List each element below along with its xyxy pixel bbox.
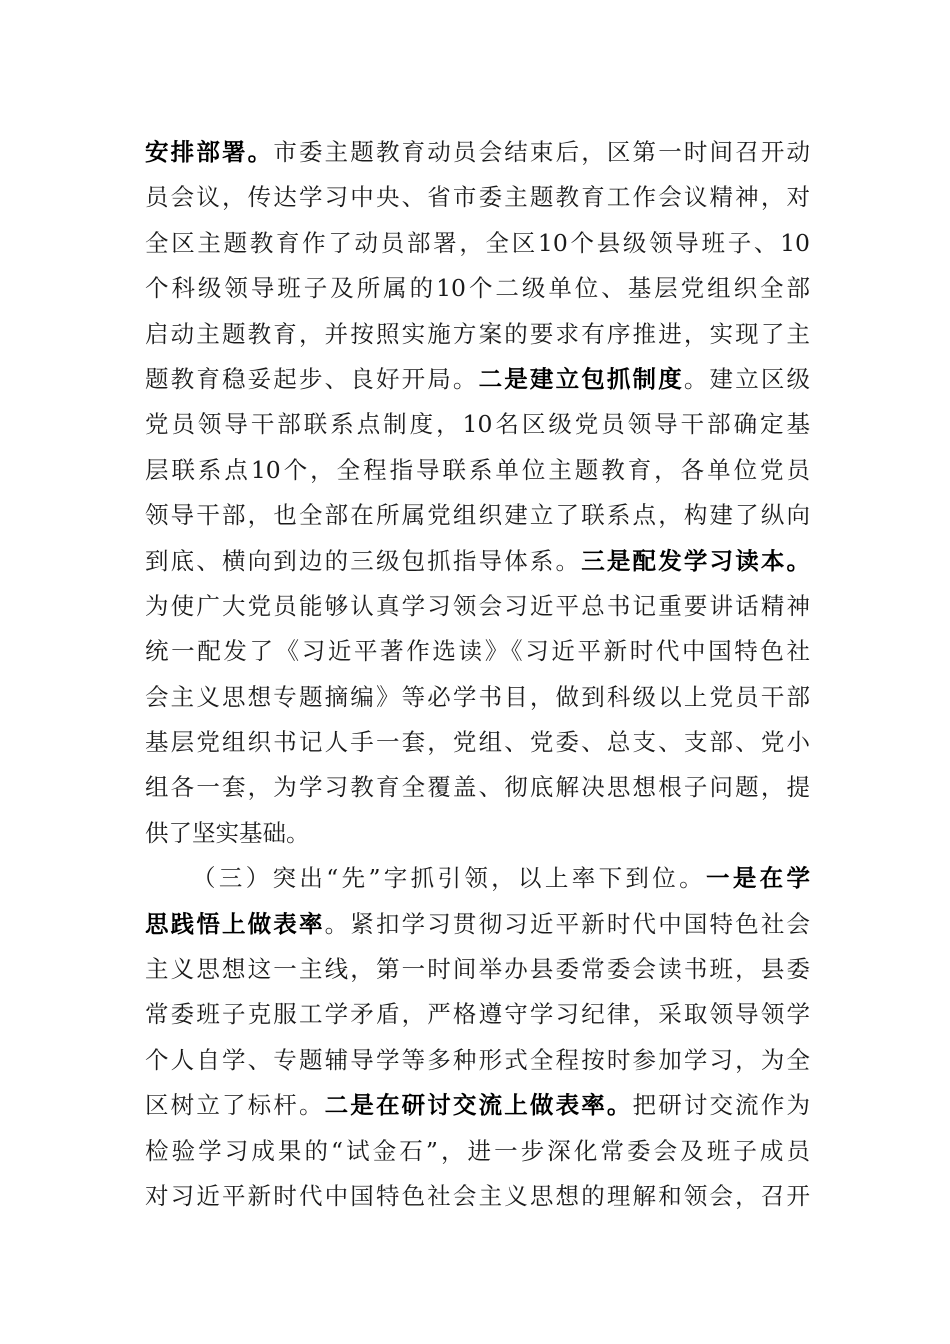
text-line: [145, 448, 810, 493]
text-run: 区树立了标杆。: [145, 1091, 325, 1120]
text-run: （三）突出“先”字抓引领，以上率下到位。: [192, 864, 706, 893]
text-line: [145, 947, 810, 992]
text-run: 组各一套，为学习教育全覆盖、彻底解决思想根子问题，提: [145, 773, 810, 802]
text-line: [145, 856, 810, 901]
text-run: 市委主题教育动员会结束后，区第一时间召开动: [273, 138, 810, 166]
text-run: 领导干部，也全部在所属党组织建立了联系点，构建了纵向: [145, 501, 810, 530]
text-line: [145, 1174, 810, 1219]
text-run: 层联系点10个，全程指导联系单位主题教育，各单位党员: [145, 455, 810, 484]
bold-text-run: 安排部署。: [145, 138, 274, 166]
text-line: [145, 1038, 810, 1083]
text-run: 为使广大党员能够认真学习领会习近平总书记重要讲话精神: [145, 591, 810, 620]
text-line: [145, 312, 810, 357]
text-run: 员会议，传达学习中央、省市委主题教育工作会议精神，对: [145, 183, 810, 212]
text-line: [145, 539, 810, 584]
text-line: [145, 1083, 810, 1128]
text-line: [145, 130, 810, 175]
text-run: 对习近平新时代中国特色社会主义思想的理解和领会，召开: [145, 1181, 810, 1210]
text-run: 。建立区级: [683, 364, 810, 393]
text-line: [145, 221, 810, 266]
text-run: 启动主题教育，并按照实施方案的要求有序推进，实现了主: [145, 319, 810, 348]
text-line: [145, 811, 810, 856]
text-line: [145, 402, 810, 447]
text-run: 个人自学、专题辅导学等多种形式全程按时参加学习，为全: [145, 1045, 810, 1074]
text-run: 供了坚实基础。: [145, 818, 310, 847]
text-line: [145, 266, 810, 311]
text-run: 党员领导干部联系点制度，10名区级党员领导干部确定基: [145, 410, 810, 439]
text-line: [145, 992, 810, 1037]
text-run: 到底、横向到边的三级包抓指导体系。: [145, 546, 582, 575]
text-line: [145, 629, 810, 674]
text-run: 全区主题教育作了动员部署，全区10个县级领导班子、10: [145, 228, 810, 257]
text-run: 基层党组织书记人手一套，党组、党委、总支、支部、党小: [145, 728, 810, 757]
text-run: 检验学习成果的“试金石”，进一步深化常委会及班子成员: [145, 1136, 810, 1165]
text-line: [145, 902, 810, 947]
bold-text-run: 二是在研讨交流上做表率。: [324, 1091, 633, 1120]
bold-text-run: 三是配发学习读本。: [581, 546, 810, 575]
text-line: [145, 765, 810, 810]
text-line: [145, 493, 810, 538]
text-line: [145, 357, 810, 402]
text-run: 个科级领导班子及所属的10个二级单位、基层党组织全部: [145, 274, 810, 303]
text-run: 统一配发了《习近平著作选读》《习近平新时代中国特色社: [145, 637, 810, 666]
text-run: 主义思想这一主线，第一时间举办县委常委会读书班，县委: [145, 955, 810, 984]
text-run: 。紧扣学习贯彻习近平新时代中国特色社会: [324, 909, 810, 938]
text-run: 常委班子克服工学矛盾，严格遵守学习纪律，采取领导领学: [145, 1000, 810, 1029]
text-run: 题教育稳妥起步、良好开局。: [145, 364, 479, 393]
text-run: 会主义思想专题摘编》等必学书目，做到科级以上党员干部: [145, 682, 810, 711]
text-line: [145, 584, 810, 629]
text-line: [145, 175, 810, 220]
bold-text-run: 二是建立包抓制度: [478, 364, 684, 393]
text-line: [145, 1129, 810, 1174]
text-run: 把研讨交流作为: [632, 1091, 810, 1120]
bold-text-run: 思践悟上做表率: [145, 909, 325, 938]
bold-text-run: 一是在学: [705, 864, 810, 893]
text-line: [145, 720, 810, 765]
body-text: [145, 130, 810, 1219]
text-line: [145, 675, 810, 720]
